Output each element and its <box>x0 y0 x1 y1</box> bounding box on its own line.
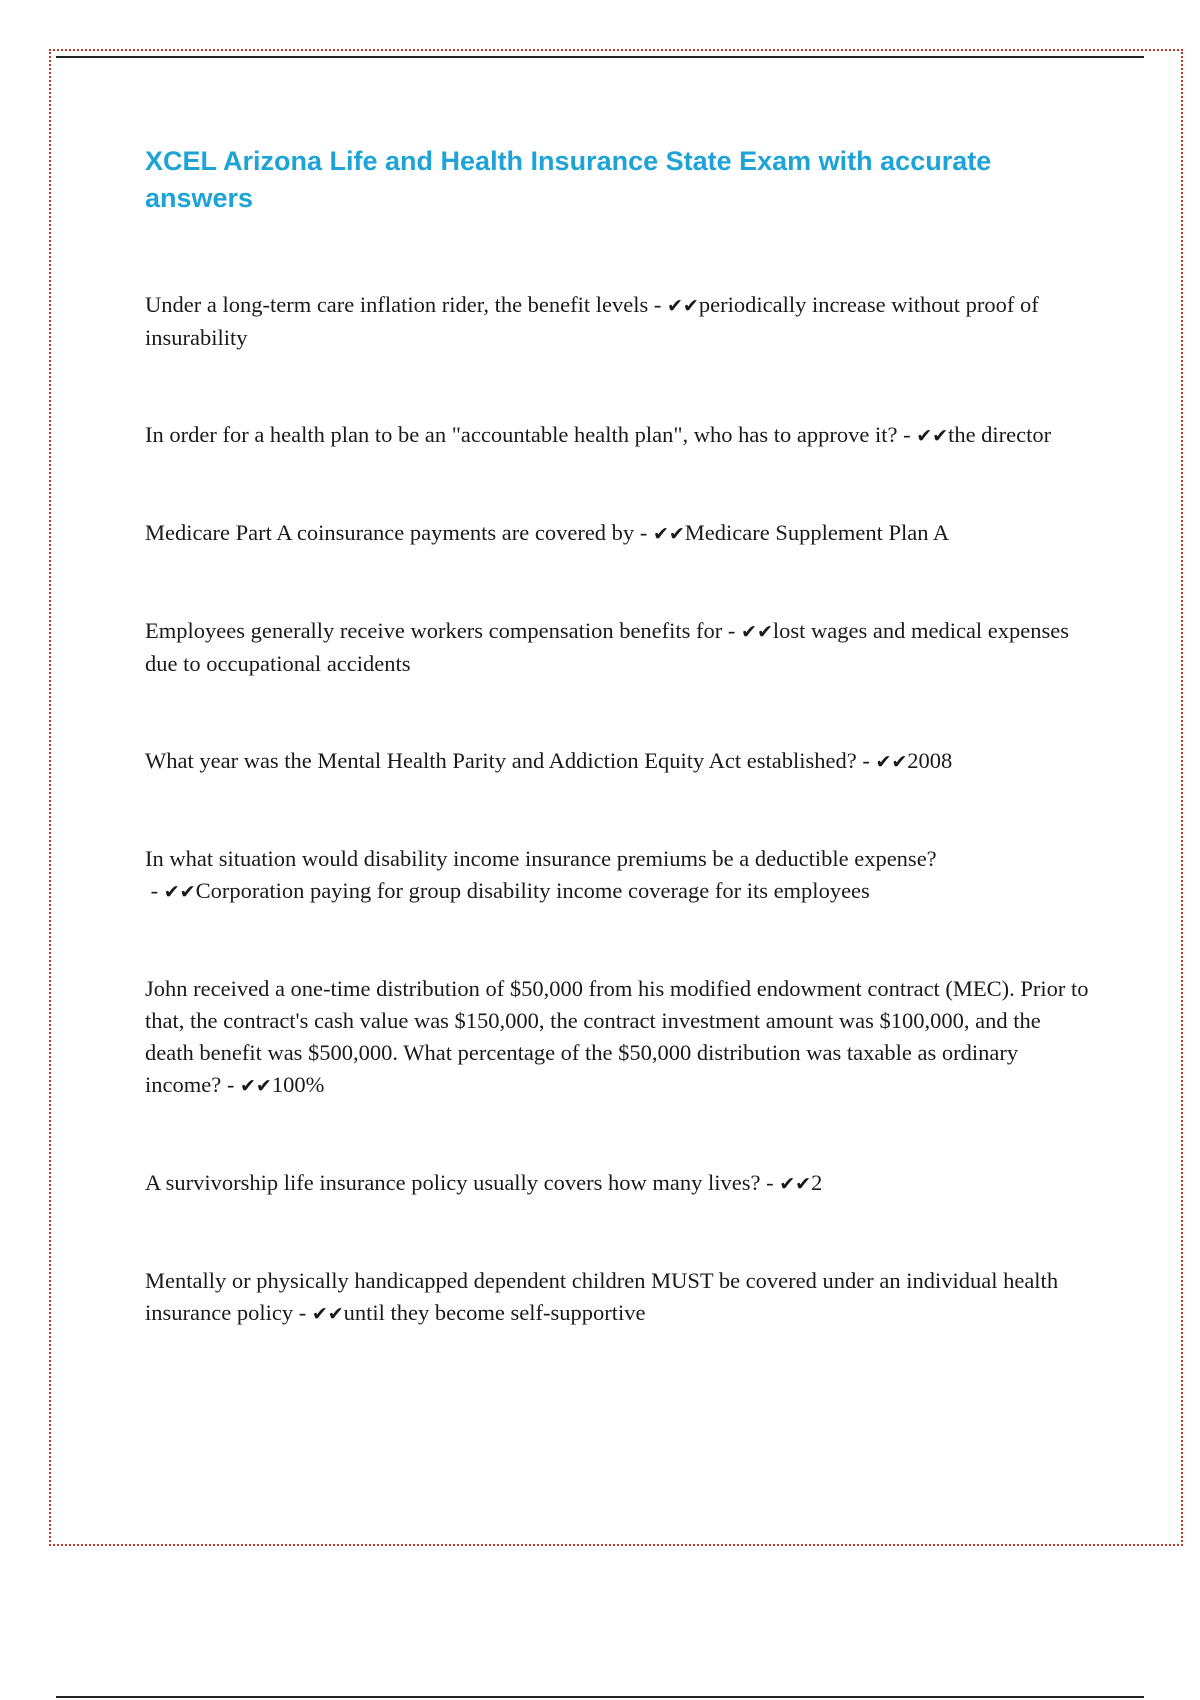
check-marks-icon: ✔✔ <box>667 295 699 317</box>
question-text: In what situation would disability income insurance premiums be a deductible expense? <box>145 846 937 871</box>
check-marks-icon: ✔✔ <box>916 425 949 447</box>
qa-item <box>145 843 1090 908</box>
answer-text: lost wages and medical expenses due to occupational accidents <box>145 618 1070 676</box>
check-marks-icon: ✔✔ <box>652 523 685 545</box>
qa-list <box>145 289 1090 1330</box>
answer-text: 2 <box>811 1170 823 1195</box>
separator: - <box>293 1300 312 1325</box>
question-text: What year was the Mental Health Parity and Addiction Equity Act established? <box>145 748 857 773</box>
header-rule <box>56 56 1144 58</box>
qa-item <box>145 289 1090 354</box>
separator: - <box>722 618 742 643</box>
answer-text: until they become self-supportive <box>343 1300 646 1325</box>
document-title: XCEL Arizona Life and Health Insurance State Exam with accurate answers <box>145 146 992 213</box>
separator: - <box>221 1072 240 1097</box>
check-marks-icon: ✔✔ <box>741 621 773 643</box>
separator: - <box>897 422 917 447</box>
qa-item <box>145 1265 1090 1330</box>
separator: - <box>760 1170 780 1195</box>
question-text: Employees generally receive workers compensation benefits for <box>145 618 723 643</box>
separator: - <box>145 878 164 903</box>
question-text: A survivorship life insurance policy usually covers how many lives? <box>145 1170 761 1195</box>
check-marks-icon: ✔✔ <box>163 881 196 903</box>
qa-item <box>145 973 1090 1102</box>
question-text: Mentally or physically handicapped dependent children MUST be covered under an individual health insurance policy <box>145 1268 1059 1325</box>
qa-item <box>145 745 1090 778</box>
separator: - <box>648 292 668 317</box>
qa-item <box>145 517 1090 550</box>
answer-text: 100% <box>271 1072 325 1097</box>
separator: - <box>856 748 876 773</box>
check-marks-icon: ✔✔ <box>239 1075 272 1097</box>
answer-text: 2008 <box>907 748 953 773</box>
answer-text: periodically increase without proof of insurability <box>145 292 1039 350</box>
check-marks-icon: ✔✔ <box>875 751 908 773</box>
check-marks-icon: ✔✔ <box>311 1303 344 1325</box>
answer-text: Corporation paying for group disability income coverage for its employees <box>195 878 870 903</box>
qa-item <box>145 419 1090 452</box>
separator: - <box>634 520 653 545</box>
footer-rule <box>56 1696 1144 1698</box>
question-text: In order for a health plan to be an "accountable health plan", who has to approve it? <box>145 422 898 447</box>
document-body <box>145 143 1090 1395</box>
question-text: John received a one-time distribution of $50,000 from his modified endowment contract (MEC). Prior to that, the contract's cash value was $150,000, the contract investment amount was $100,000, and the death benefit was $500,000. What percentage of the $50,000 distribution was taxable as ordinary income? <box>145 976 1089 1097</box>
qa-item <box>145 615 1090 680</box>
question-text: Under a long-term care inflation rider, the benefit levels <box>145 292 649 317</box>
check-marks-icon: ✔✔ <box>779 1173 812 1195</box>
question-text: Medicare Part A coinsurance payments are covered by <box>145 520 635 545</box>
answer-text: the director <box>948 422 1052 447</box>
qa-item <box>145 1167 1090 1200</box>
answer-text: Medicare Supplement Plan A <box>684 520 950 545</box>
